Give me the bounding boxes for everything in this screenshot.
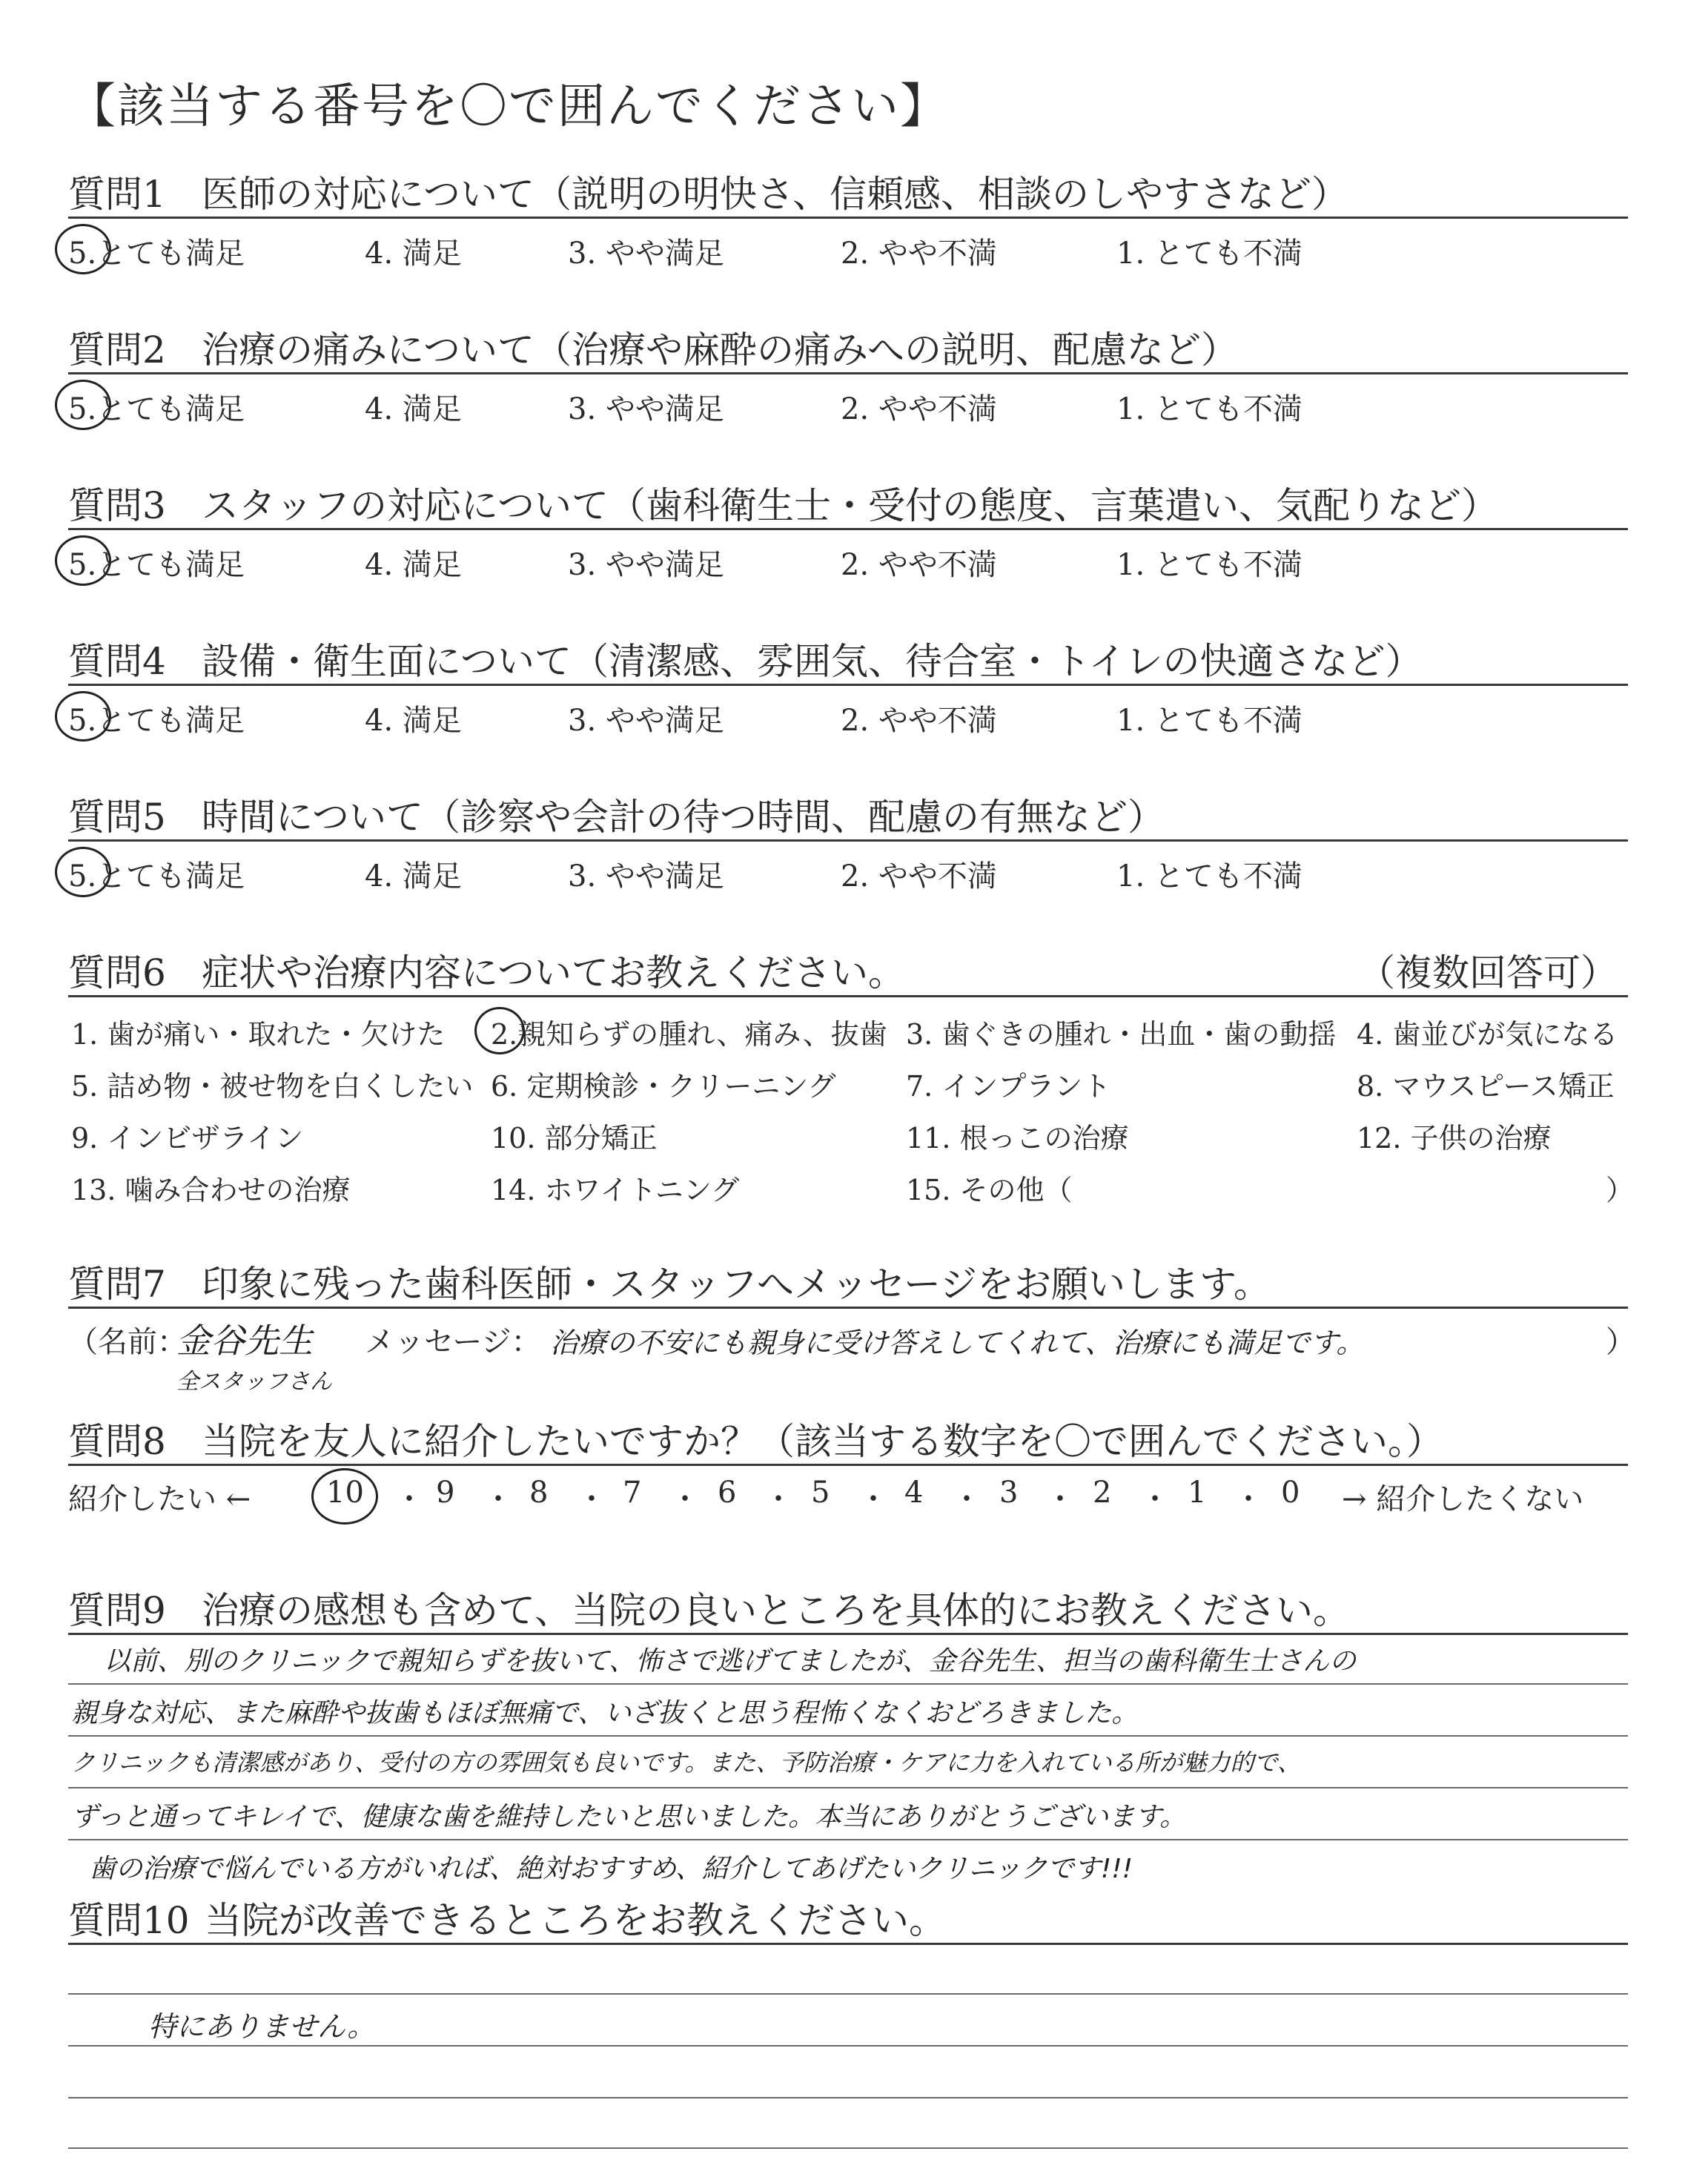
q3-option-2[interactable]: 2. やや不満	[841, 548, 997, 582]
q2-option-3[interactable]: 3. やや満足	[568, 392, 724, 426]
q1-label: 質問1	[68, 173, 166, 216]
q6-option-14[interactable]: 14. ホワイトニング	[491, 1174, 740, 1206]
q7-close-paren: ）	[1606, 1325, 1635, 1359]
q7-text: 印象に残った歯科医師・スタッフへメッセージをお願いします。	[202, 1263, 1271, 1306]
q6-option-12[interactable]: 12. 子供の治療	[1357, 1122, 1552, 1155]
q8-separator: ・	[858, 1482, 888, 1516]
q6-text: 症状や治療内容についてお教えください。	[202, 951, 905, 994]
q1-selection-circle	[55, 224, 111, 274]
q8-score-5[interactable]: 5	[811, 1476, 830, 1510]
page-title: 【該当する番号を〇で囲んでください】	[68, 79, 949, 134]
q9-writing-line	[68, 1787, 1628, 1789]
q6-option-9[interactable]: 9. インビザライン	[71, 1122, 304, 1155]
q1-option-1[interactable]: 1. とても不満	[1116, 237, 1302, 271]
q4-rule	[68, 684, 1628, 686]
q5-option-3[interactable]: 3. やや満足	[568, 859, 724, 894]
q5-option-2[interactable]: 2. やや不満	[841, 859, 997, 894]
q6-option-10[interactable]: 10. 部分矯正	[491, 1122, 658, 1155]
q4-selection-circle	[55, 691, 111, 742]
q8-separator: ・	[1045, 1482, 1075, 1516]
q3-option-3[interactable]: 3. やや満足	[568, 548, 724, 582]
q9-answer-line-4[interactable]: ずっと通ってキレイで、健康な歯を維持したいと思いました。本当にありがとうございます。	[71, 1802, 1187, 1832]
q7-name-label: （名前：	[68, 1325, 187, 1359]
q8-separator: ・	[1234, 1482, 1263, 1516]
q8-separator: ・	[952, 1482, 982, 1516]
q10-writing-line	[68, 1993, 1628, 1995]
q2-label: 質問2	[68, 328, 166, 371]
q8-score-0[interactable]: 0	[1281, 1476, 1300, 1510]
q9-text: 治療の感想も含めて、当院の良いところを具体的にお教えください。	[202, 1589, 1350, 1632]
q1-option-5[interactable]: 5.とても満足	[68, 237, 245, 271]
q7-name-input[interactable]: 金谷先生	[176, 1321, 313, 1361]
q4-option-1[interactable]: 1. とても不満	[1116, 704, 1302, 738]
q8-score-7[interactable]: 7	[623, 1476, 642, 1510]
q5-option-1[interactable]: 1. とても不満	[1116, 859, 1302, 894]
q6-option-7[interactable]: 7. インプラント	[906, 1070, 1111, 1103]
q6-option-15[interactable]: 15. その他（	[906, 1174, 1073, 1206]
q5-rule	[68, 839, 1628, 842]
q5-option-5[interactable]: 5.とても満足	[68, 859, 245, 894]
q8-score-2[interactable]: 2	[1093, 1476, 1112, 1510]
q7-name-input-2[interactable]: 全スタッフさん	[176, 1369, 332, 1395]
q8-text: 当院を友人に紹介したいですか？（該当する数字を〇で囲んでください。）	[202, 1420, 1443, 1463]
q3-label: 質問3	[68, 484, 166, 527]
q2-option-5[interactable]: 5.とても満足	[68, 392, 245, 426]
q6-option-5[interactable]: 5. 詰め物・被せ物を白くしたい	[71, 1070, 474, 1103]
q9-writing-line	[68, 1839, 1628, 1840]
q6-option-3[interactable]: 3. 歯ぐきの腫れ・出血・歯の動揺	[906, 1018, 1337, 1051]
q8-score-9[interactable]: 9	[436, 1476, 455, 1510]
q9-rule	[68, 1633, 1628, 1635]
q6-option-13[interactable]: 13. 噛み合わせの治療	[71, 1174, 351, 1206]
q8-right-label: → 紹介したくない	[1342, 1482, 1584, 1516]
q10-writing-line	[68, 2045, 1628, 2047]
q8-left-label: 紹介したい ←	[68, 1482, 251, 1516]
q6-option-2[interactable]: 2.親知らずの腫れ、痛み、抜歯	[491, 1018, 887, 1051]
q8-score-3[interactable]: 3	[999, 1476, 1019, 1510]
q6-option-8[interactable]: 8. マウスピース矯正	[1357, 1070, 1615, 1103]
q10-answer[interactable]: 特にありません。	[148, 2010, 376, 2043]
q3-text: スタッフの対応について（歯科衛生士・受付の態度、言葉遣い、気配りなど）	[202, 484, 1498, 527]
q6-option-6[interactable]: 6. 定期検診・クリーニング	[491, 1070, 836, 1103]
q7-message-input[interactable]: 治療の不安にも親身に受け答えしてくれて、治療にも満足です。	[550, 1327, 1365, 1359]
q2-selection-circle	[55, 380, 111, 430]
q9-answer-line-3[interactable]: クリニックも清潔感があり、受付の方の雰囲気も良いです。また、予防治療・ケアに力を入れている所が魅力的で、	[71, 1748, 1301, 1777]
q3-selection-circle	[55, 535, 111, 586]
q3-option-5[interactable]: 5.とても満足	[68, 548, 245, 582]
q8-score-8[interactable]: 8	[529, 1476, 549, 1510]
q10-label: 質問10	[68, 1899, 190, 1942]
q6-label: 質問6	[68, 951, 166, 994]
q5-label: 質問5	[68, 796, 166, 839]
q1-option-4[interactable]: 4. 満足	[365, 237, 462, 271]
q8-score-4[interactable]: 4	[904, 1476, 924, 1510]
q8-score-10[interactable]: 10	[326, 1476, 364, 1510]
q9-writing-line	[68, 1735, 1628, 1737]
q8-separator: ・	[1140, 1482, 1170, 1516]
q8-separator: ・	[670, 1482, 700, 1516]
q8-separator: ・	[577, 1482, 606, 1516]
q8-separator: ・	[483, 1482, 513, 1516]
q5-text: 時間について（診察や会計の待つ時間、配慮の有無など）	[202, 796, 1165, 839]
q4-option-3[interactable]: 3. やや満足	[568, 704, 724, 738]
q1-option-2[interactable]: 2. やや不満	[841, 237, 997, 271]
q2-option-1[interactable]: 1. とても不満	[1116, 392, 1302, 426]
q10-writing-line	[68, 2147, 1628, 2149]
q4-label: 質問4	[68, 640, 166, 683]
q8-rule	[68, 1464, 1628, 1466]
q6-option-4[interactable]: 4. 歯並びが気になる	[1357, 1018, 1618, 1051]
q3-option-1[interactable]: 1. とても不満	[1116, 548, 1302, 582]
q2-rule	[68, 372, 1628, 374]
q8-selection-circle	[311, 1468, 378, 1525]
q6-option-1[interactable]: 1. 歯が痛い・取れた・欠けた	[71, 1018, 446, 1051]
q6-option-11[interactable]: 11. 根っこの治療	[906, 1122, 1129, 1155]
q8-label: 質問8	[68, 1420, 166, 1463]
q6-selection-circle	[474, 1007, 525, 1054]
q4-option-5[interactable]: 5.とても満足	[68, 704, 245, 738]
q3-option-4[interactable]: 4. 満足	[365, 548, 462, 582]
q9-label: 質問9	[68, 1589, 166, 1632]
q1-text: 医師の対応について（説明の明快さ、信頼感、相談のしやすさなど）	[202, 173, 1348, 216]
q5-selection-circle	[55, 847, 111, 897]
q4-option-2[interactable]: 2. やや不満	[841, 704, 997, 738]
q8-separator: ・	[394, 1482, 424, 1516]
q2-text: 治療の痛みについて（治療や麻酔の痛みへの説明、配慮など）	[202, 328, 1238, 371]
q6-other-close-paren: ）	[1606, 1174, 1635, 1206]
q7-rule	[68, 1307, 1628, 1309]
q9-answer-line-2[interactable]: 親身な対応、また麻酔や抜歯もほぼ無痛で、いざ抜くと思う程怖くなくおどろきました。	[71, 1698, 1139, 1728]
q1-rule	[68, 217, 1628, 219]
q7-label: 質問7	[68, 1263, 166, 1306]
q10-text: 当院が改善できるところをお教えください。	[205, 1899, 946, 1942]
q8-score-6[interactable]: 6	[718, 1476, 737, 1510]
q9-answer-line-5[interactable]: 歯の治療で悩んでいる方がいれば、絶対おすすめ、紹介してあげたいクリニックです!!!	[89, 1854, 1133, 1884]
q2-option-2[interactable]: 2. やや不満	[841, 392, 997, 426]
q10-writing-line	[68, 2097, 1628, 2098]
q8-score-1[interactable]: 1	[1188, 1476, 1207, 1510]
q2-option-4[interactable]: 4. 満足	[365, 392, 462, 426]
q10-rule	[68, 1943, 1628, 1945]
q4-text: 設備・衛生面について（清潔感、雰囲気、待合室・トイレの快適さなど）	[202, 640, 1423, 683]
q9-writing-line	[68, 1683, 1628, 1685]
q1-option-3[interactable]: 3. やや満足	[568, 237, 724, 271]
q6-rule	[68, 995, 1628, 997]
q5-option-4[interactable]: 4. 満足	[365, 859, 462, 894]
q8-separator: ・	[764, 1482, 793, 1516]
q6-multiple-note: （複数回答可）	[1358, 951, 1618, 994]
q7-message-label: メッセージ：	[365, 1325, 541, 1359]
q4-option-4[interactable]: 4. 満足	[365, 704, 462, 738]
q3-rule	[68, 528, 1628, 530]
q9-answer-line-1[interactable]: 以前、別のクリニックで親知らずを抜いて、怖さで逃げてましたが、金谷先生、担当の歯科衛生士さんの	[104, 1646, 1357, 1677]
